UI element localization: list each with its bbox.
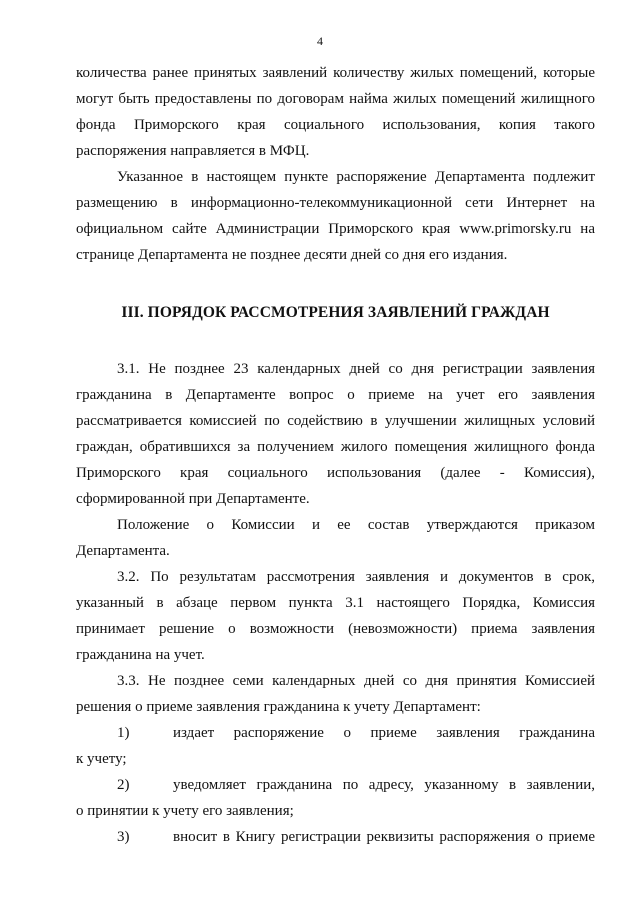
paragraph-3-1: 3.1. Не позднее 23 календарных дней со дня регистрации заявления гражданина в Департаменте вопрос о приеме на учет его заявления рассматривается комиссией по содействию в улучшении жилищных условий граждан, обратившихся за получением жилого помещения жилищного фонда Приморского края социального использования (далее - Комиссия), сформированной при Департаменте. [76,361,595,507]
list-item-text: издает распоряжение о приеме заявления гражданина [173,725,595,741]
document-body [76,60,595,850]
list-item-number: 3) [117,829,130,845]
list-item-number: 2) [117,777,130,793]
list-item [76,824,595,850]
list-item-text: вносит в Книгу регистрации реквизиты распоряжения о приеме [173,829,595,845]
section-heading: III. ПОРЯДОК РАССМОТРЕНИЯ ЗАЯВЛЕНИЙ ГРАЖДАН [121,304,550,321]
page-number: 4 [317,34,323,48]
list-item-number: 1) [117,725,130,741]
paragraph-3-3: 3.3. Не позднее семи календарных дней со дня принятия Комиссией решения о приеме заявления гражданина к учету Департамент: [76,673,595,715]
list-item-continuation: к учету; [76,751,127,767]
list-item-text: уведомляет гражданина по адресу, указанному в заявлении, [173,777,595,793]
paragraph-continuation: количества ранее принятых заявлений количеству жилых помещений, которые могут быть предоставлены по договорам найма жилых помещений жилищного фонда Приморского края социального использования, копия такого распоряжения направляется в МФЦ. [76,65,595,159]
paragraph-commission-regulation: Положение о Комиссии и ее состав утверждаются приказом Департамента. [76,517,595,559]
list-item-continuation: о принятии к учету его заявления; [76,803,294,819]
list-item [76,720,595,772]
paragraph-publication: Указанное в настоящем пункте распоряжение Департамента подлежит размещению в информационно-телекоммуникационной сети Интернет на официальном сайте Администрации Приморского края www.primorsky.ru на странице Департамента не позднее десяти дней со дня его издания. [76,169,595,263]
list-item [76,772,595,824]
paragraph-3-2: 3.2. По результатам рассмотрения заявления и документов в срок, указанный в абзаце первом пункта 3.1 настоящего Порядка, Комиссия принимает решение о возможности (невозможности) приема заявления гражданина на учет. [76,569,595,663]
